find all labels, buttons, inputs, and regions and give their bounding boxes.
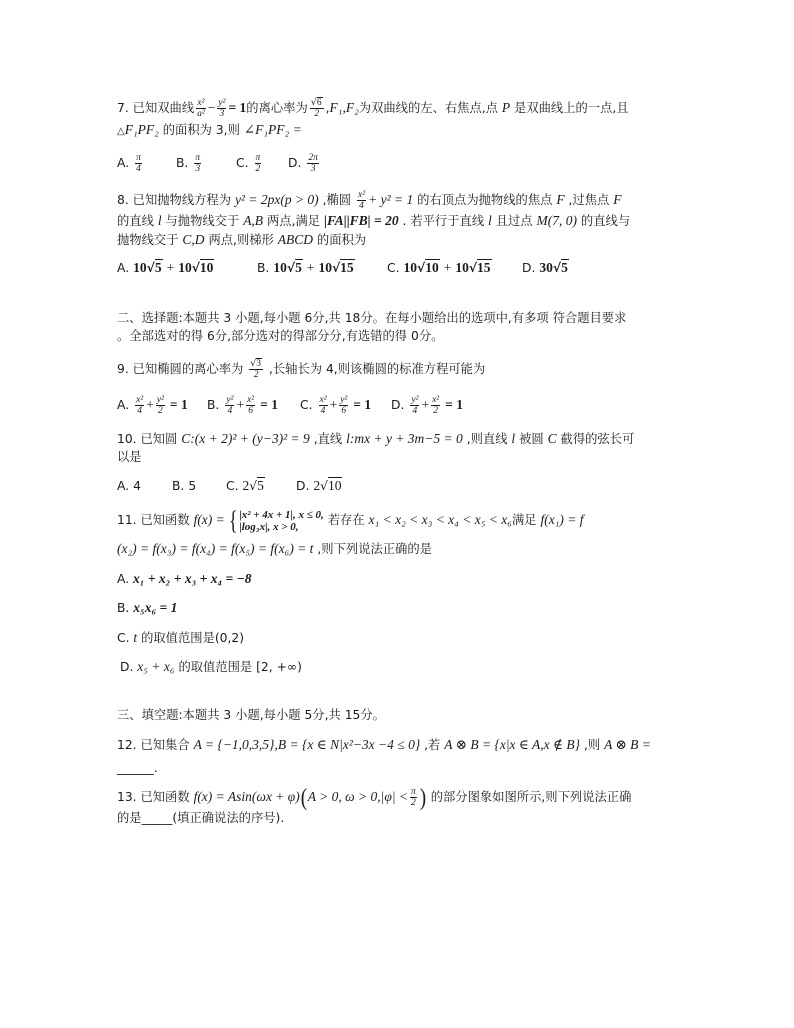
coefficient: 10 [318,260,332,275]
option-fraction [307,153,319,174]
fraction-denominator: 2 [255,164,261,174]
option-value: 5 [188,479,197,493]
equal-values-start: f(x₁) = f [540,512,584,527]
q8-option-d [522,259,569,277]
fraction-denominator: 6 [248,406,253,416]
q7-intro-text: 7. 已知双曲线 [117,101,195,115]
circle-equation: C:(x + 2)² + (y−3)² = 9 [181,431,310,446]
option-label: D. [522,261,536,275]
option-label: D. [288,156,302,170]
radicand: 10 [327,478,342,493]
product-condition: |FA||FB| = 20 [323,213,399,228]
q10-option-c [226,477,265,495]
q10-stem-line-1 [117,430,634,448]
comma: , [325,101,330,115]
q11-option-a [117,570,252,588]
fraction-numerator: π [136,153,141,163]
q8-vertex-text: 的右顶点为抛物线的焦点 [413,193,557,207]
fraction-numerator: π [195,153,201,163]
triangle-name: F₁PF₂ [124,122,159,137]
fraction-numerator: y² [411,395,419,405]
q8-stem-line-1 [117,191,621,209]
fraction-denominator: 2 [314,109,320,119]
fraction-denominator: 3 [310,164,316,174]
q11-intro-text: 11. 已知函数 [117,513,194,527]
q7-foci-text: 为双曲线的左、右焦点,点 [358,101,502,115]
parameter-conditions: A > 0, ω > 0,|φ| < [307,789,409,804]
q12-stem-line-1 [117,736,651,754]
fraction-numerator: x² [319,395,327,405]
plus-sign: + [236,397,245,412]
equal-values-rest: (x₂) = f(x₃) = f(x₄) = f(x₅) = f(x₆) = t [117,541,314,556]
fraction-numerator: x² [432,395,440,405]
option-text: 的取值范围是(0,2) [137,631,245,645]
radical-sign: √ [191,261,200,275]
option-label: D. [296,479,310,493]
fraction-numerator: π [411,787,416,797]
equation-rhs: = 1 [353,397,372,412]
q10-option-a [117,477,141,495]
q10-text: ,直线 [309,432,347,446]
point-m: M(7, 0) [536,213,578,228]
q12-text: ,则 [580,738,605,752]
points-a-b: A,B [243,213,264,228]
q11-text: 满足 [511,513,541,527]
q7-point-text: 是双曲线上的一点,且 [510,101,629,115]
angle-expression: ∠F₁PF₂ = [243,122,302,137]
focus-f: F [613,192,622,207]
q12-text: ,若 [420,738,445,752]
q8-text: 两点,则梯形 [204,233,278,247]
coefficient: 10 [455,260,469,275]
radicand: 10 [425,260,439,275]
fraction-denominator: 4 [137,406,143,416]
q9-intro-text: 9. 已知椭圆的离心率为 [117,362,248,376]
plus-sign: + [421,397,430,412]
square-root [332,261,355,275]
coefficient: 2 [242,478,250,493]
option-fraction [194,153,201,174]
fraction-denominator: 4 [227,406,233,416]
q11-option-b [117,599,177,617]
q10-text: 被圆 [515,432,548,446]
plus-sign: + [306,260,315,275]
option-label: D. [120,660,138,674]
fraction-denominator: 3 [195,164,201,174]
q7-option-b [176,154,203,172]
fraction-denominator: 4 [136,164,141,174]
radical-sign: √ [552,261,562,275]
square-root [287,261,303,275]
option-fraction-1 [225,395,234,416]
radical-sign: √ [250,358,257,369]
square-root [553,261,569,275]
operation-result: A ⊗ B = [604,737,651,752]
coefficient: 10 [273,260,287,275]
q8-text: 抛物线交于 [117,233,183,247]
equation-rhs: = 1 [260,397,278,412]
section-2-heading-line-1: 二、选择题:本题共 3 小题,每小题 6分,共 18分。在每小题给出的选项中,有多项 符合题目要求 [117,311,627,325]
option-label: A. [117,572,134,586]
option-label: B. [257,261,270,275]
q8-text: 的直线与 [577,214,631,228]
radicand: 3 [256,359,262,369]
focus-f: F [556,192,565,207]
coefficient: 2 [313,478,321,493]
q8-through-focus-text: ,过焦点 [564,193,614,207]
option-fraction-2 [339,395,348,416]
coefficient: 30 [539,260,553,275]
q7-stem-line-1 [117,99,629,117]
eccentricity-fraction [310,98,324,119]
q8-text: 与抛物线交于 [161,214,244,228]
period: . [153,761,158,775]
option-fraction-2 [156,395,165,416]
fraction-denominator: 2 [253,370,259,380]
fraction-numerator: x² [358,190,366,200]
option-label: C. [226,479,239,493]
fraction-denominator: 4 [359,201,364,211]
point-p: P [501,100,511,115]
fraction-denominator: 4 [320,406,326,416]
function-name: f(x) = [193,512,225,527]
radicand: 5 [295,260,302,275]
q10-text: 10. 已知圆 [117,432,182,446]
option-label: B. [207,398,220,412]
line-l: l [511,431,516,446]
q7-option-c [236,154,263,172]
circle-c: C [547,431,557,446]
q8-stem-line-2 [117,212,630,230]
q11-text: ,则下列说法正确的是 [313,542,432,556]
plus-sign: + [166,260,175,275]
pi-over-two-fraction [410,787,417,808]
q10-text: ,则直线 [462,432,512,446]
triangle-symbol: △ [117,126,125,137]
minus-sign: − [207,100,216,115]
square-root [469,261,492,275]
piecewise-cases [239,509,323,533]
q11-stem-line-2 [117,540,432,558]
radicand: 5 [561,260,568,275]
line-l: l [157,213,162,228]
piecewise-case-1: |x² + 4x + 1|, x ≤ 0, [239,508,324,521]
answer-blank: _____ [141,811,173,825]
fraction-numerator: y² [218,98,226,108]
option-fraction-1 [135,395,144,416]
option-label: C. [300,398,313,412]
equation-rhs: = 1 [169,397,188,412]
q13-text: (填正确说法的序号). [172,811,285,825]
option-expression: x₁ + x₂ + x₃ + x₄ = −8 [133,571,252,586]
plus-sign: + [329,397,338,412]
operation-definition: A ⊗ B = {x|x ∈ A,x ∉ B} [444,737,581,752]
q8-stem-line-3 [117,231,366,249]
q7-option-a [117,154,144,172]
q13-stem-line-2 [117,809,284,827]
option-fraction [255,153,262,174]
q7-eccentricity-text: 的离心率为 [246,101,308,115]
q12-stem-line-2 [117,759,158,777]
right-paren: ) [419,784,426,811]
piecewise-case-2: |log₃x|, x > 0, [239,520,299,533]
option-fraction-2 [246,395,255,416]
q9-option-b [207,396,278,414]
hyperbola-y-fraction [217,98,226,119]
q8-option-a [117,259,214,277]
radicand: 5 [257,478,264,493]
option-label: A. [117,156,130,170]
eccentricity-fraction [249,359,263,380]
option-label: C. [117,631,134,645]
q12-intro-text: 12. 已知集合 [117,738,194,752]
parabola-equation: y² = 2px(p > 0) [234,192,319,207]
left-paren: ( [300,784,307,811]
q8-text: . 若平行于直线 [398,214,489,228]
square-root [320,479,342,493]
fraction-denominator: 2 [157,406,163,416]
fraction-numerator: y² [226,395,234,405]
fraction-denominator: 3 [219,109,225,119]
q8-intro-text: 8. 已知抛物线方程为 [117,193,235,207]
radical-sign: √ [286,261,296,275]
option-label: B. [117,601,134,615]
q13-intro-text: 13. 已知函数 [117,790,194,804]
ellipse-x-fraction [357,190,366,211]
option-expression: x₅ + x₆ [137,659,175,674]
q11-option-c [117,629,244,647]
line-l: l [488,213,492,228]
fraction-numerator [310,98,324,109]
section-3-heading: 三、填空题:本题共 3 小题,每小题 5分,共 15分。 [117,708,385,722]
option-text: 的取值范围是 [2, +∞) [174,660,302,674]
q9-option-c [300,396,371,414]
q9-option-a [117,396,188,414]
square-root [147,261,163,275]
option-fraction-2 [431,395,440,416]
plus-sign: + [146,397,154,412]
q10-option-b [172,477,196,495]
square-root [192,261,215,275]
q9-option-d [391,396,463,414]
radicand: 6 [316,98,322,108]
section-2-heading-line-2: 。全部选对的得 6分,部分选对的得部分分,有选错的得 0分。 [117,329,444,343]
option-fraction-1 [319,395,328,416]
radical-sign: √ [146,261,155,275]
radical-sign: √ [320,479,328,493]
q8-text: 的面积为 [313,233,367,247]
points-c-d: C,D [182,232,205,247]
square-root [249,479,265,493]
option-label: D. [391,398,405,412]
line-equation: l:mx + y + 3m−5 = 0 [346,431,463,446]
q8-ellipse-text: ,椭圆 [318,193,356,207]
q13-text: 的是 [117,811,142,825]
fraction-numerator: 2π [308,153,318,163]
ellipse-equation-rest: + y² = 1 [368,192,414,207]
fraction-numerator: x² [136,395,144,405]
square-root [250,359,262,369]
fraction-numerator: x² [247,395,255,405]
q11-text: 若存在 [327,513,369,527]
fraction-numerator: π [255,153,261,163]
variable-t: t [133,630,138,645]
q11-option-d [120,658,302,676]
fraction-denominator: 2 [433,406,438,416]
radical-sign: √ [249,479,258,493]
fraction-numerator: x² [197,98,205,108]
coefficient: 10 [133,260,147,275]
equation-rhs: = 1 [445,397,463,412]
fraction-denominator: 2 [411,798,416,808]
coefficient: 10 [178,260,192,275]
fraction-denominator: 6 [341,406,347,416]
fraction-numerator: y² [156,395,164,405]
option-label: C. [236,156,249,170]
option-label: A. [117,261,130,275]
option-label: B. [176,156,189,170]
square-root [417,261,440,275]
function-expression: f(x) = Asin(ωx + φ) [193,789,300,804]
radical-sign: √ [468,261,478,275]
radical-sign: √ [310,97,317,108]
fraction-numerator [249,359,263,370]
equation-rhs: = 1 [228,100,247,115]
q11-stem-line-1 [117,505,584,535]
plus-sign: + [443,260,452,275]
radical-sign: √ [417,261,426,275]
radicand: 5 [154,260,162,275]
option-fraction [135,153,142,174]
q8-text: 的直线 [117,214,158,228]
q9-rest-text: ,长轴长为 4,则该椭圆的标准方程可能为 [265,362,486,376]
radicand: 10 [199,260,214,275]
x-ordering: x₁ < x₂ < x₃ < x₄ < x₅ < x₆ [368,512,512,527]
q13-text: 的部分图象如图所示,则下列说法正确 [426,790,632,804]
piecewise-brace: { [228,505,238,535]
q8-option-c [387,259,492,277]
option-label: C. [387,261,400,275]
option-expression: x₅x₆ = 1 [133,600,178,615]
radicand: 15 [477,260,491,275]
q10-text: 截得的弦长可 [556,432,635,446]
option-label: A. [117,398,130,412]
square-root [311,98,323,108]
foci-symbols: F₁,F₂ [329,100,359,115]
q7-option-d [288,154,321,172]
fraction-numerator: y² [340,395,348,405]
hyperbola-x-fraction [196,98,206,119]
q8-text: 且过点 [491,214,537,228]
answer-blank: ______ [117,761,154,775]
q10-stem-line-2: 以是 [117,450,142,464]
radicand: 15 [340,260,354,275]
option-label: B. [172,479,185,493]
radical-sign: √ [331,261,341,275]
q7-stem-line-2 [117,121,302,141]
fraction-denominator: 4 [412,406,418,416]
q13-stem-line-1 [117,784,632,811]
trapezoid-name: ABCD [277,232,314,247]
q10-option-d [296,477,342,495]
option-value: 4 [133,479,141,493]
q8-option-b [257,259,355,277]
q9-stem [117,360,485,378]
q7-area-text: 的面积为 3,则 [158,123,244,137]
option-fraction-1 [410,395,419,416]
option-label: A. [117,479,130,493]
coefficient: 10 [403,260,417,275]
fraction-denominator: a² [197,109,205,119]
set-definitions: A = {−1,0,3,5},B = {x ∈ N|x²−3x −4 ≤ 0} [193,737,421,752]
q8-text: 两点,满足 [263,214,324,228]
